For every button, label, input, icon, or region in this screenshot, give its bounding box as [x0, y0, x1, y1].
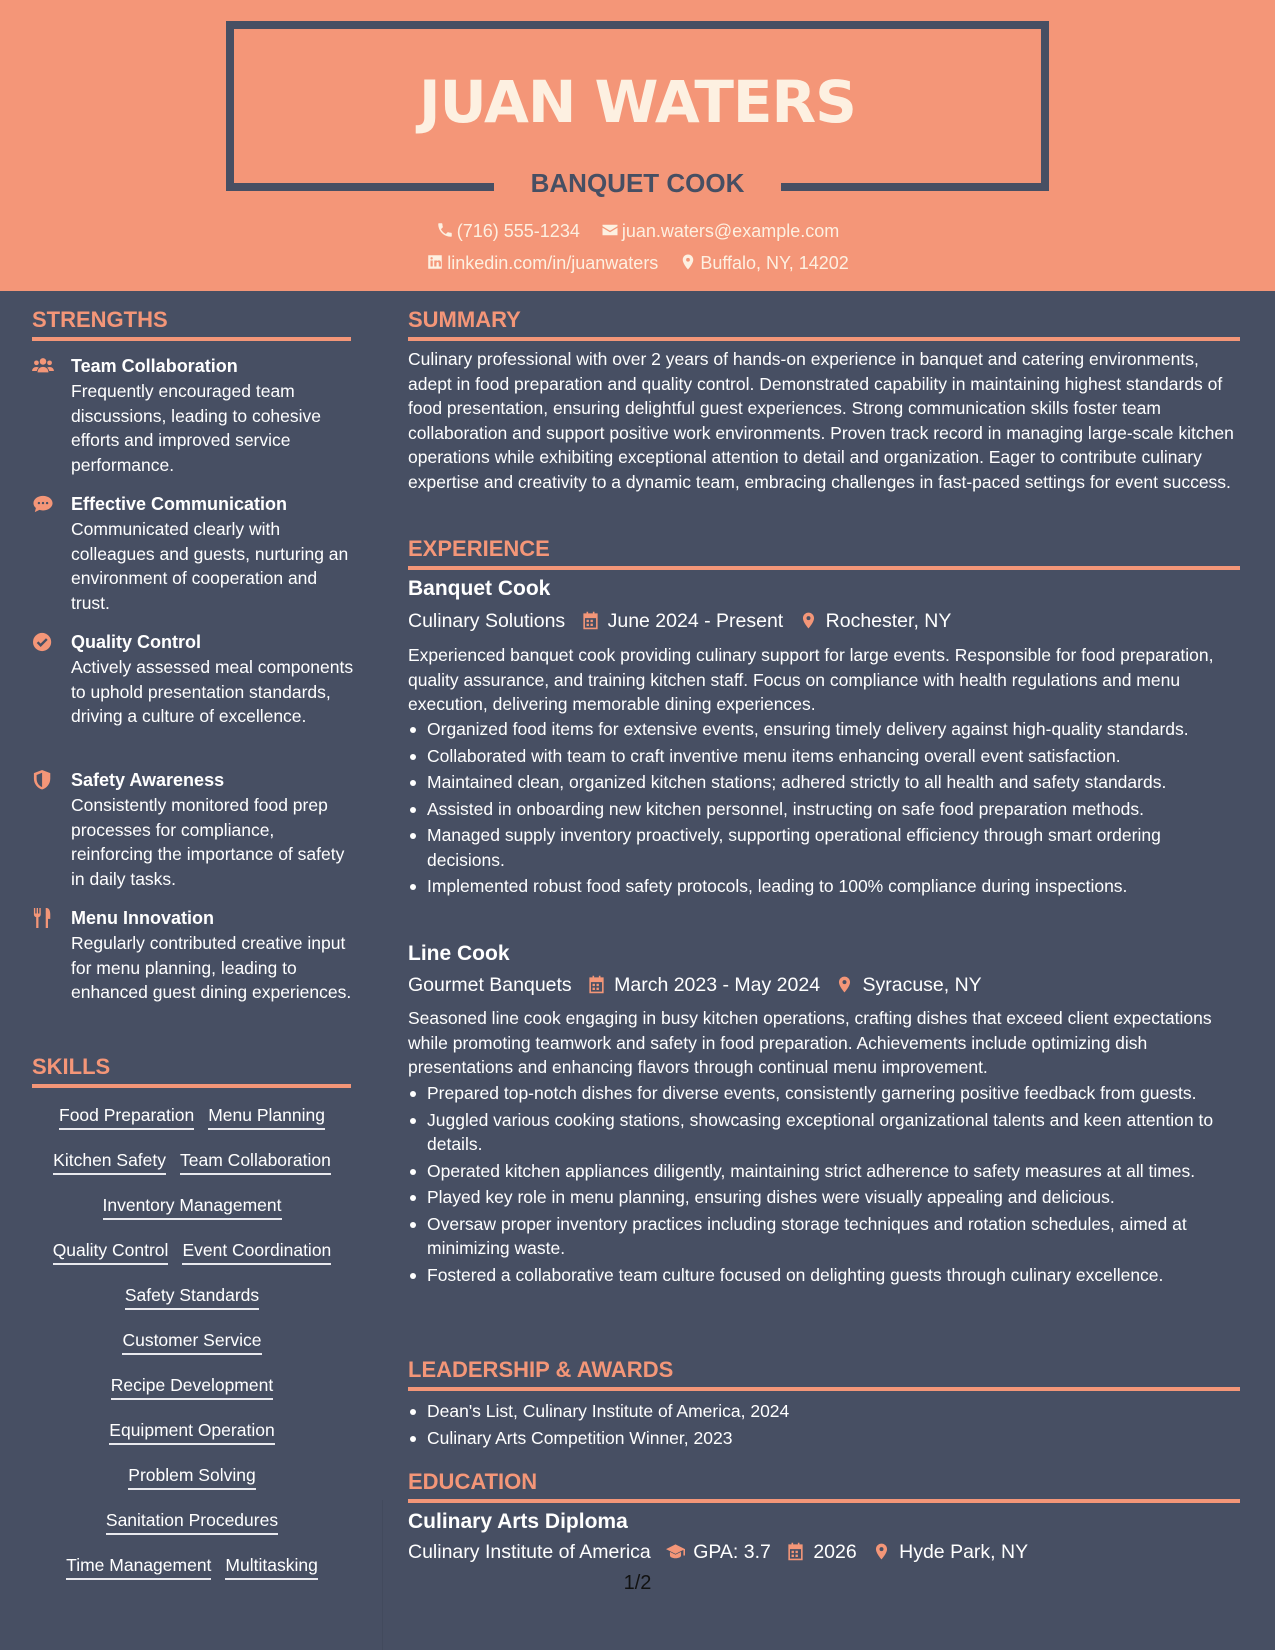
- job-meta: [408, 608, 961, 634]
- job-meta: [408, 972, 992, 998]
- skills-row: [32, 1238, 352, 1265]
- skill-tag: Inventory Management: [103, 1193, 282, 1220]
- skills-row: [32, 1283, 352, 1310]
- chat-icon: [32, 494, 56, 516]
- skills-row: [32, 1463, 352, 1490]
- skills-row: [32, 1373, 352, 1400]
- job-bullet: Organized food items for extensive events, ensuring timely delivery against high-quality standards.: [408, 717, 1240, 742]
- phone-text: (716) 555-1234: [456, 221, 580, 241]
- skills-row: [32, 1193, 352, 1220]
- job-dates-wrap: [581, 608, 784, 634]
- skills-row: [32, 1508, 352, 1535]
- utensils-icon: [32, 908, 56, 930]
- strength-item: [32, 630, 352, 750]
- experience-rule: [408, 566, 1240, 570]
- skills-row: [32, 1553, 352, 1580]
- skill-tag: Sanitation Procedures: [106, 1508, 278, 1535]
- job-bullet: Prepared top-notch dishes for diverse events, consistently garnering positive feedback from guests.: [408, 1081, 1240, 1106]
- gpa-wrap: [666, 1539, 771, 1565]
- users-icon: [32, 356, 56, 378]
- candidate-role: BANQUET COOK: [530, 168, 745, 198]
- skills-row: [32, 1103, 352, 1130]
- strength-item: [32, 768, 352, 888]
- job-bullet: Juggled various cooking stations, showcasing exceptional organizational talents and keen attention to details.: [408, 1108, 1240, 1157]
- school-name: Culinary Institute of America: [408, 1541, 651, 1563]
- skill-tag: Quality Control: [53, 1238, 169, 1265]
- column-divider: [382, 1500, 383, 1650]
- strength-item: [32, 906, 352, 1026]
- leadership-heading: LEADERSHIP & AWARDS: [408, 1357, 674, 1382]
- phone-contact[interactable]: [436, 219, 580, 243]
- education-year: 2026: [813, 1541, 857, 1563]
- skills-heading: SKILLS: [32, 1054, 111, 1079]
- edu-location-wrap: [872, 1539, 1028, 1565]
- summary-heading: SUMMARY: [408, 307, 521, 332]
- page-number: 1/2: [623, 1572, 652, 1594]
- strength-desc: Regularly contributed creative input for menu planning, leading to enhanced guest dining experiences.: [71, 933, 352, 1002]
- strength-desc: Consistently monitored food prep processes for compliance, reinforcing the importance of safety in daily tasks.: [71, 795, 345, 889]
- summary-text: Culinary professional with over 2 years of hands-on experience in banquet and catering environments, adept in food preparation and quality control. Demonstrated capability in maintaining highest standards of food presentation, ensuring delightful guest experiences. Strong communication skills foster team collaboration and support positive work environments. Proven track record in managing large-scale kitchen operations while exhibiting exceptional attention to detail and organization. Eager to contribute culinary expertise and creativity to a dynamic team, embracing challenges in fast-paced settings for event success.: [408, 349, 1234, 492]
- resume-header: [0, 0, 1275, 291]
- skill-tag: Safety Standards: [125, 1283, 259, 1310]
- job-company: Gourmet Banquets: [408, 974, 572, 996]
- experience-heading: EXPERIENCE: [408, 536, 550, 561]
- education-rule: [408, 1499, 1240, 1503]
- map-pin-icon: [799, 611, 818, 630]
- skill-tag: Event Coordination: [182, 1238, 331, 1265]
- job-location-wrap: [835, 972, 981, 998]
- job-bullet: Operated kitchen appliances diligently, maintaining strict adherence to safety measures at all times.: [408, 1159, 1240, 1184]
- email-contact[interactable]: [601, 219, 839, 243]
- skills-row: [32, 1148, 352, 1175]
- award-item: Dean's List, Culinary Institute of America, 2024: [408, 1399, 1240, 1424]
- strength-desc: Frequently encouraged team discussions, leading to cohesive efforts and improved service performance.: [71, 381, 322, 475]
- job-description: Seasoned line cook engaging in busy kitchen operations, crafting dishes that exceed client expectations while promoting teamwork and safety in food preparation. Achievements include optimizing dish presentations and enhancing flavors through continual menu improvement.: [408, 1008, 1212, 1077]
- graduation-cap-icon: [666, 1542, 685, 1561]
- skills-row: [32, 1328, 352, 1355]
- skill-tag: Customer Service: [122, 1328, 261, 1355]
- skill-tag: Kitchen Safety: [53, 1148, 166, 1175]
- skills-rule: [32, 1084, 351, 1088]
- leadership-list: [408, 1399, 1240, 1452]
- gpa-text: GPA: 3.7: [693, 1541, 771, 1563]
- strengths-rule: [32, 337, 351, 341]
- skill-tag: Multitasking: [225, 1553, 317, 1580]
- phone-icon: [436, 221, 454, 239]
- skills-row: [32, 1418, 352, 1445]
- job-bullet: Played key role in menu planning, ensuring dishes were visually appealing and delicious.: [408, 1185, 1240, 1210]
- shield-icon: [32, 770, 56, 792]
- degree-title: Culinary Arts Diploma: [408, 1510, 628, 1533]
- leadership-rule: [408, 1387, 1240, 1391]
- map-pin-icon: [872, 1542, 891, 1561]
- skill-tag: Equipment Operation: [109, 1418, 274, 1445]
- contact-row-1: [0, 219, 1275, 243]
- job-bullets: [408, 717, 1240, 901]
- strength-title: Safety Awareness: [71, 770, 225, 790]
- skill-tag: Recipe Development: [111, 1373, 273, 1400]
- education-meta: [408, 1539, 1038, 1565]
- strengths-heading: STRENGTHS: [32, 307, 168, 332]
- strength-desc: Communicated clearly with colleagues and guests, nurturing an environment of cooperation and trust.: [71, 519, 349, 613]
- linkedin-icon: [426, 253, 444, 271]
- job-dates: March 2023 - May 2024: [614, 974, 821, 996]
- job-bullet: Implemented robust food safety protocols, leading to 100% compliance during inspections.: [408, 874, 1240, 899]
- calendar-icon: [581, 611, 600, 630]
- job-bullet: Maintained clean, organized kitchen stations; adhered strictly to all health and safety standards.: [408, 770, 1240, 795]
- award-item: Culinary Arts Competition Winner, 2023: [408, 1426, 1240, 1451]
- strength-item: [32, 354, 352, 474]
- linkedin-contact[interactable]: [426, 251, 658, 275]
- job-title: Line Cook: [408, 942, 510, 965]
- job-description: Experienced banquet cook providing culinary support for large events. Responsible for food preparation, quality assurance, and training kitchen staff. Focus on compliance with health regulations and menu execution, delivering memorable dining experiences.: [408, 645, 1214, 714]
- education-heading: EDUCATION: [408, 1469, 538, 1494]
- map-pin-icon: [835, 975, 854, 994]
- job-bullet: Managed supply inventory proactively, supporting operational efficiency through smart ordering decisions.: [408, 823, 1240, 872]
- strength-title: Team Collaboration: [71, 356, 238, 376]
- job-bullet: Assisted in onboarding new kitchen personnel, instructing on safe food preparation methods.: [408, 797, 1240, 822]
- job-bullet: Fostered a collaborative team culture focused on delighting guests through culinary excellence.: [408, 1263, 1240, 1288]
- job-bullet: Oversaw proper inventory practices including storage techniques and rotation schedules, aimed at minimizing waste.: [408, 1212, 1240, 1261]
- year-wrap: [786, 1539, 856, 1565]
- map-pin-icon: [679, 253, 697, 271]
- envelope-icon: [601, 221, 619, 239]
- email-text: juan.waters@example.com: [621, 221, 840, 241]
- skill-tag: Menu Planning: [208, 1103, 325, 1130]
- skill-tag: Team Collaboration: [180, 1148, 331, 1175]
- job-dates-wrap: [587, 972, 820, 998]
- job-location: Syracuse, NY: [862, 974, 982, 996]
- job-bullet: Collaborated with team to craft inventive menu items enhancing overall event satisfaction.: [408, 744, 1240, 769]
- job-location: Rochester, NY: [825, 610, 952, 632]
- job-title: Banquet Cook: [408, 577, 551, 600]
- skill-tag: Food Preparation: [59, 1103, 194, 1130]
- education-location: Hyde Park, NY: [899, 1541, 1029, 1563]
- strength-title: Menu Innovation: [71, 908, 214, 928]
- check-circle-icon: [32, 632, 56, 654]
- job-location-wrap: [799, 608, 952, 634]
- skill-tag: Problem Solving: [128, 1463, 255, 1490]
- summary-rule: [408, 337, 1240, 341]
- contact-row-2: [0, 251, 1275, 275]
- location-contact: [679, 251, 848, 275]
- calendar-icon: [786, 1542, 805, 1561]
- strength-title: Effective Communication: [71, 494, 288, 514]
- linkedin-text: linkedin.com/in/juanwaters: [447, 253, 659, 273]
- calendar-icon: [587, 975, 606, 994]
- strength-title: Quality Control: [71, 632, 201, 652]
- strength-item: [32, 492, 352, 612]
- strength-desc: Actively assessed meal components to uphold presentation standards, driving a culture of excellence.: [71, 657, 354, 726]
- job-bullets: [408, 1081, 1240, 1289]
- location-text: Buffalo, NY, 14202: [700, 253, 849, 273]
- job-company: Culinary Solutions: [408, 610, 566, 632]
- skill-tag: Time Management: [66, 1553, 211, 1580]
- job-dates: June 2024 - Present: [607, 610, 784, 632]
- candidate-name: JUAN WATERS: [419, 68, 856, 136]
